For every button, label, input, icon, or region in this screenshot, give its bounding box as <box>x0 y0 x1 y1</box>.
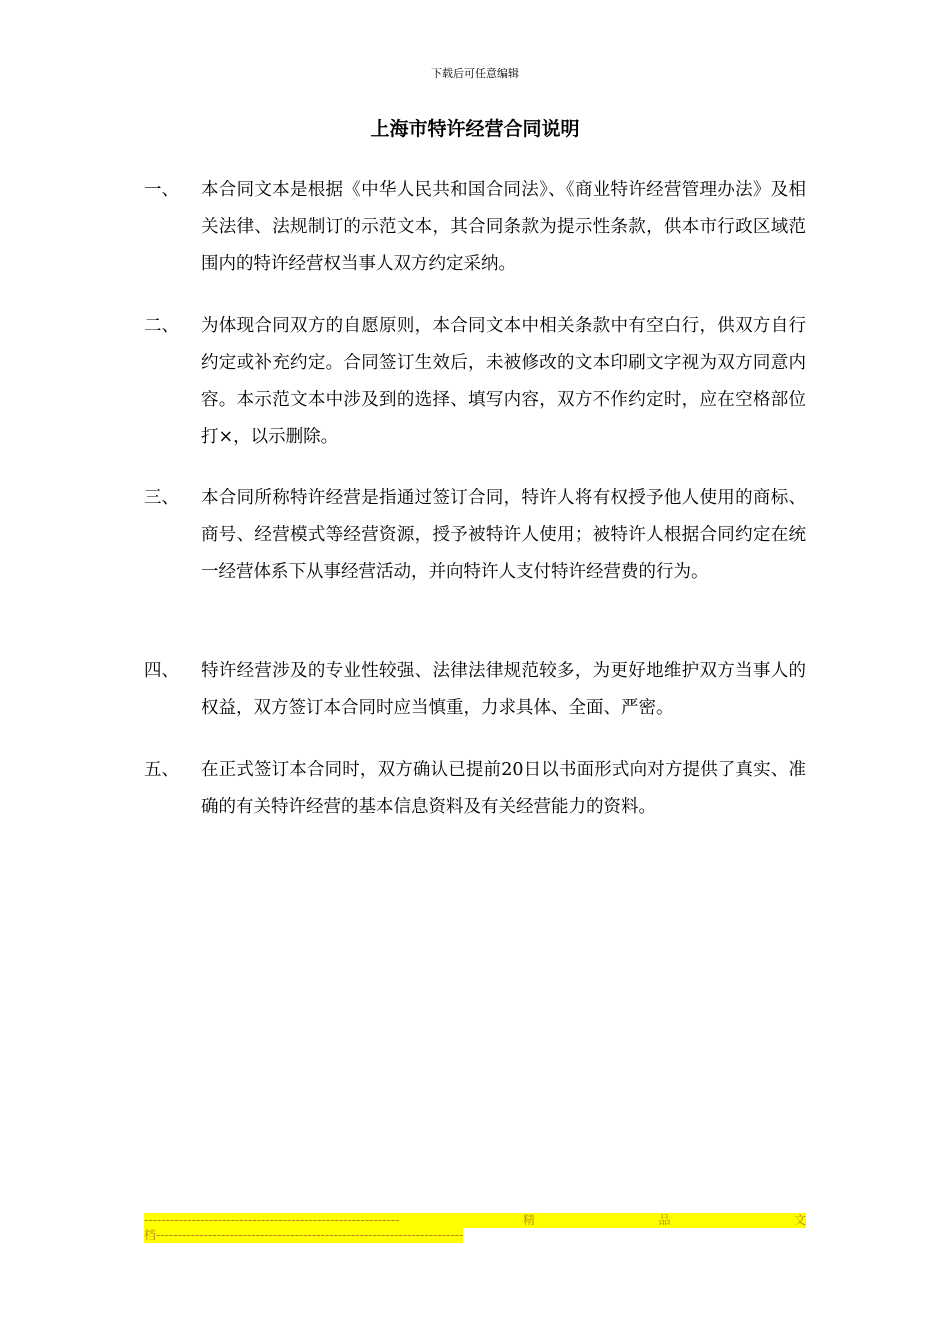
item-text: 在正式签订本合同时，双方确认已提前20日以书面形式向对方提供了真实、准确的有关特许经营的基本信息资料及有关经营能力的资料。 <box>201 760 806 817</box>
header-note: 下载后可任意编辑 <box>431 67 519 80</box>
item-number: 四、 <box>144 661 179 681</box>
item-text: 本合同文本是根据《中华人民共和国合同法》、《商业特许经营管理办法》及相关法律、法规制订的示范文本，其合同条款为提示性条款，供本市行政区域范围内的特许经营权当事人双方约定采纳。 <box>201 180 806 274</box>
list-item <box>144 653 806 727</box>
item-number: 一、 <box>144 180 179 200</box>
item-number: 二、 <box>144 316 179 336</box>
footer-dashes: ----------------------------------------------------------- <box>144 1213 400 1227</box>
item-text: 为体现合同双方的自愿原则，本合同文本中相关条款中有空白行，供双方自行约定或补充约定。合同签订生效后，未被修改的文本印刷文字视为双方同意内容。本示范文本中涉及到的选择、填写内容，双方不作约定时，应在空格部位打×，以示删除。 <box>201 316 806 447</box>
item-number: 五、 <box>144 760 179 780</box>
page-title: 上海市特许经营合同说明 <box>370 118 580 140</box>
item-text: 特许经营涉及的专业性较强、法律法律规范较多，为更好地维护双方当事人的权益，双方签订本合同时应当慎重，力求具体、全面、严密。 <box>201 661 806 718</box>
footer-row-2: 档----------------------------------------------------------------------- <box>144 1228 464 1242</box>
footer-row-1 <box>144 1213 806 1228</box>
list-item <box>144 480 806 591</box>
list-item <box>144 308 806 456</box>
list-item <box>144 752 806 826</box>
footer-char: 精 <box>522 1213 535 1227</box>
footer-char: 文 <box>793 1213 806 1227</box>
footer-char: 品 <box>658 1213 671 1227</box>
footer-watermark <box>144 1213 806 1247</box>
list-item <box>144 172 806 283</box>
item-text: 本合同所称特许经营是指通过签订合同，特许人将有权授予他人使用的商标、商号、经营模式等经营资源，授予被特许人使用；被特许人根据合同约定在统一经营体系下从事经营活动，并向特许人支付特许经营费的行为。 <box>201 488 806 582</box>
item-number: 三、 <box>144 488 179 508</box>
